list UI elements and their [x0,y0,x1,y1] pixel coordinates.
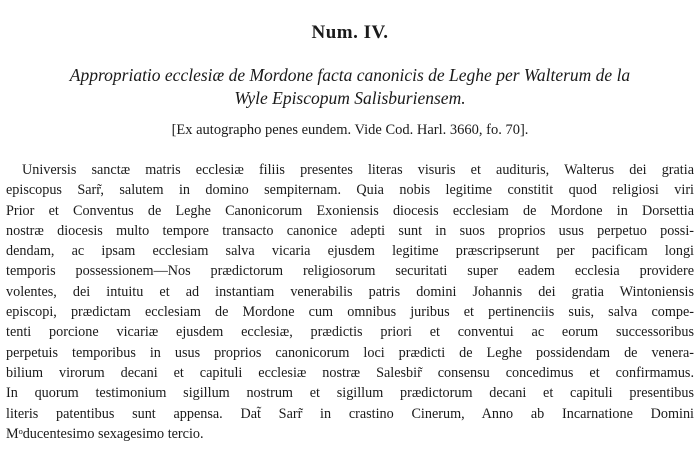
text-line: In quorum testimonium sigillum nostrum et sigillum prædictorum decani et capituli presentibus [6,385,694,402]
document-title [0,64,700,110]
text-line: Prior et Conventus de Leghe Canonicorum Exoniensis diocesis ecclesiam de Mordone in Dorsettia [6,202,694,219]
charter-text [6,160,694,444]
document-heading: Num. IV. [311,22,389,43]
source-citation: [Ex autographo penes eundem. Vide Cod. Harl. 3660, fo. 70]. [171,122,529,138]
text-line: episcopi, prædictam ecclesiam de Mordone cum omnibus juribus et pertinenciis suis, salva compe- [6,304,694,321]
text-line: Mᵒducentesimo sexagesimo tercio. [6,425,204,442]
title-line-2: Wyle Episcopum Salisburiensem. [234,88,466,108]
text-line: bilium virorum decani et capituli ecclesiæ nostræ Salesbir̃ consensu concedimus et confirmamus. [6,364,694,381]
text-line: dendam, ac ipsam ecclesiam salva vicaria ejusdem legitime præscripserunt per pacificam longi [6,243,694,260]
title-line-1: Appropriatio ecclesiæ de Mordone facta canonicis de Leghe per Walterum de la [69,65,631,85]
text-line: tenti porcione vicariæ ejusdem ecclesiæ, prædictis priori et conventui ac eorum successoribus [6,324,694,341]
text-line: nostræ diocesis multo tempore transacto canonice adepti sunt in suos proprios usus perpetuo possi- [6,222,694,239]
text-line: Universis sanctæ matris ecclesiæ filiis presentes literas visuris et audituris, Walterus dei gratia [22,162,694,178]
text-line: literis patentibus sunt appensa. Dat̃ Sarr̃ in crastino Cinerum, Anno ab Incarnatione Domini [6,405,694,422]
text-line: volentes, dei intuitu et ad instantiam venerabilis patris domini Johannis dei gratia Wintoniensis [6,283,694,300]
text-line: temporis possessionem—Nos prædictorum religiosorum securitati super eadem ecclesia providere [6,263,694,280]
text-line: perpetuis temporibus in usus proprios canonicorum loci prædicti de Leghe possidendam de venera- [6,344,694,361]
text-line: episcopus Sarr̃, salutem in domino sempiternam. Quia nobis legitime constitit quod religiosi viri [6,182,694,199]
